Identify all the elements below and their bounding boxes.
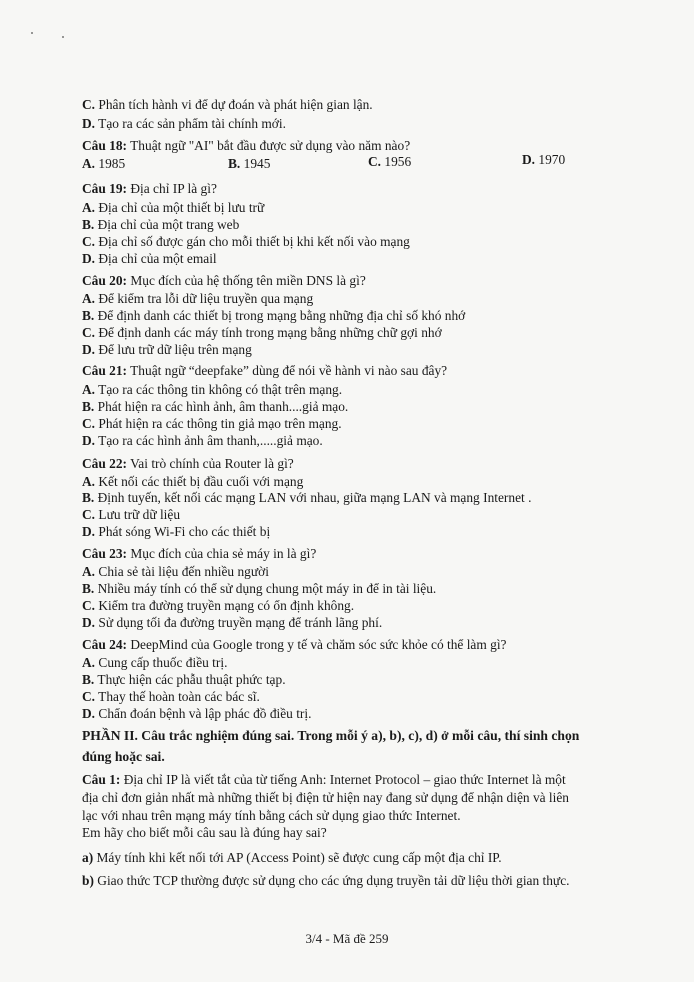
option-letter: C. [368,154,382,169]
option-letter: A. [82,564,96,579]
option-text: 1956 [384,154,412,169]
q24-option-c [82,689,260,705]
question-19 [82,181,217,197]
question-24 [82,637,507,653]
question-label: Câu 18: [82,138,128,153]
p2-question-1-line: lạc với nhau trên mạng máy tính bằng cách sử dụng giao thức Internet. [82,808,461,823]
q24-option-a [82,655,227,671]
question-label: Câu 21: [82,363,128,378]
scan-mark [62,36,64,38]
part-2-heading-cont: đúng hoặc sai. [82,749,165,764]
option-letter: A. [82,156,96,171]
option-text: 1945 [243,156,271,171]
option-letter: C. [82,325,96,340]
option-text: Địa chỉ của một thiết bị lưu trữ [98,200,265,215]
question-23 [82,546,316,562]
q21-option-c [82,416,342,432]
option-letter: B. [82,581,95,596]
option-text: Phát sóng Wi-Fi cho các thiết bị [98,524,271,539]
q18-option-a [82,156,125,172]
option-letter: C. [82,689,96,704]
question-label: Câu 24: [82,637,128,652]
q20-option-b [82,308,465,324]
option-letter: D. [82,116,96,131]
option-letter: B. [82,672,95,687]
option-text: Lưu trữ dữ liệu [98,507,181,522]
question-text: Mục đích của hệ thống tên miền DNS là gì? [130,273,366,288]
q22-option-b [82,490,531,506]
q23-option-d [82,615,382,631]
option-text: Thực hiện các phẫu thuật phức tạp. [97,672,286,687]
option-text: Sử dụng tối đa đường truyền mạng để tránh lãng phí. [98,615,383,630]
q23-option-c [82,598,354,614]
item-text: Máy tính khi kết nối tới AP (Access Point) sẽ được cung cấp một địa chỉ IP. [96,850,502,865]
question-label: Câu 23: [82,546,128,561]
q19-option-c [82,234,410,250]
option-letter: B. [82,399,95,414]
q19-option-b [82,217,239,233]
option-letter: C. [82,234,96,249]
option-letter: A. [82,200,96,215]
question-text: Thuật ngữ “deepfake” dùng để nói về hành vi nào sau đây? [130,363,448,378]
option-letter: D. [82,615,96,630]
q18-option-c [368,154,411,170]
option-text: Để lưu trữ dữ liệu trên mạng [98,342,252,357]
option-text: 1985 [98,156,126,171]
question-text: Vai trò chính của Router là gì? [130,456,294,471]
option-text: Phân tích hành vi để dự đoán và phát hiện gian lận. [98,97,373,112]
p2-q1-item-b [82,873,569,889]
option-letter: D. [82,706,96,721]
q20-option-a [82,291,313,307]
q21-option-b [82,399,348,415]
q19-option-a [82,200,264,216]
p2-question-1-line: địa chỉ đơn giản nhất mà những thiết bị điện tử hiện nay đang sử dụng để nhận diện và liên [82,790,570,805]
q23-option-b [82,581,436,597]
option-letter: C. [82,598,96,613]
q19-option-d [82,251,217,267]
question-text: DeepMind của Google trong y tế và chăm sóc sức khỏe có thể làm gì? [130,637,507,652]
option-text: Địa chỉ số được gán cho mỗi thiết bị khi kết nối vào mạng [98,234,410,249]
part-2-heading: PHẦN II. Câu trắc nghiệm đúng sai. Trong mỗi ý a), b), c), d) ở mỗi câu, thí sinh chọn [82,728,580,743]
prev-option-d [82,116,286,132]
q23-option-a [82,564,269,580]
q22-option-d [82,524,270,540]
option-text: Phát hiện ra các thông tin giả mạo trên mạng. [98,416,342,431]
q24-option-b [82,672,286,688]
item-letter: b) [82,873,94,888]
option-letter: D. [82,433,96,448]
option-text: Để định danh các máy tính trong mạng bằng những chữ gợi nhớ [98,325,442,340]
option-letter: B. [228,156,241,171]
q21-option-d [82,433,323,449]
option-text: Để định danh các thiết bị trong mạng bằng những địa chỉ số khó nhớ [97,308,466,323]
option-letter: A. [82,474,96,489]
option-letter: B. [82,490,95,505]
option-letter: B. [82,217,95,232]
page-footer: 3/4 - Mã đề 259 [305,931,389,946]
question-label: Câu 19: [82,181,128,196]
p2-question-1-prompt: Em hãy cho biết mỗi câu sau là đúng hay sai? [82,825,327,840]
q20-option-d [82,342,252,358]
option-text: Địa chỉ của một trang web [97,217,240,232]
option-text: Định tuyến, kết nối các mạng LAN với nhau, giữa mạng LAN và mạng Internet . [97,490,532,505]
prev-option-c [82,97,373,113]
option-text: Chẩn đoán bệnh và lập phác đồ điều trị. [98,706,312,721]
q24-option-d [82,706,311,722]
q18-option-b [228,156,270,172]
option-letter: D. [82,524,96,539]
question-22 [82,456,294,472]
option-letter: A. [82,655,96,670]
question-text: Địa chỉ IP là gì? [130,181,217,196]
question-label: Câu 1: [82,772,121,787]
q21-option-a [82,382,342,398]
option-letter: D. [82,342,96,357]
option-text: Phát hiện ra các hình ảnh, âm thanh....giả mạo. [97,399,349,414]
item-letter: a) [82,850,94,865]
q22-option-c [82,507,180,523]
q20-option-c [82,325,442,341]
option-text: Kết nối các thiết bị đầu cuối với mạng [98,474,304,489]
q18-option-d [522,152,565,168]
option-letter: D. [522,152,536,167]
question-text: Mục đích của chia sẻ máy in là gì? [130,546,317,561]
option-letter: A. [82,382,96,397]
option-letter: C. [82,97,96,112]
option-letter: A. [82,291,96,306]
scan-mark [31,32,33,34]
p2-q1-item-a [82,850,502,866]
item-text: Giao thức TCP thường được sử dụng cho các ứng dụng truyền tải dữ liệu thời gian thực. [97,873,570,888]
question-text: Địa chỉ IP là viết tắt của từ tiếng Anh: Internet Protocol – giao thức Internet là một [123,772,566,787]
option-text: 1970 [538,152,566,167]
question-text: Thuật ngữ "AI" bắt đầu được sử dụng vào năm nào? [130,138,411,153]
q22-option-a [82,474,303,490]
option-text: Tạo ra các sản phẩm tài chính mới. [98,116,286,131]
question-label: Câu 22: [82,456,128,471]
question-label: Câu 20: [82,273,128,288]
option-text: Thay thế hoàn toàn các bác sĩ. [98,689,260,704]
option-letter: D. [82,251,96,266]
option-text: Tạo ra các hình ảnh âm thanh,.....giả mạo. [98,433,323,448]
question-20 [82,273,366,289]
option-text: Cung cấp thuốc điều trị. [98,655,228,670]
option-letter: C. [82,507,96,522]
option-letter: B. [82,308,95,323]
option-text: Nhiều máy tính có thể sử dụng chung một máy in để in tài liệu. [97,581,437,596]
option-text: Tạo ra các thông tin không có thật trên mạng. [98,382,343,397]
p2-question-1 [82,772,566,788]
question-21 [82,363,447,379]
option-text: Kiểm tra đường truyền mạng có ổn định không. [98,598,355,613]
question-18 [82,138,410,154]
option-text: Để kiểm tra lỗi dữ liệu truyền qua mạng [98,291,314,306]
option-text: Chia sẻ tài liệu đến nhiều người [98,564,269,579]
option-text: Địa chỉ của một email [98,251,217,266]
option-letter: C. [82,416,96,431]
